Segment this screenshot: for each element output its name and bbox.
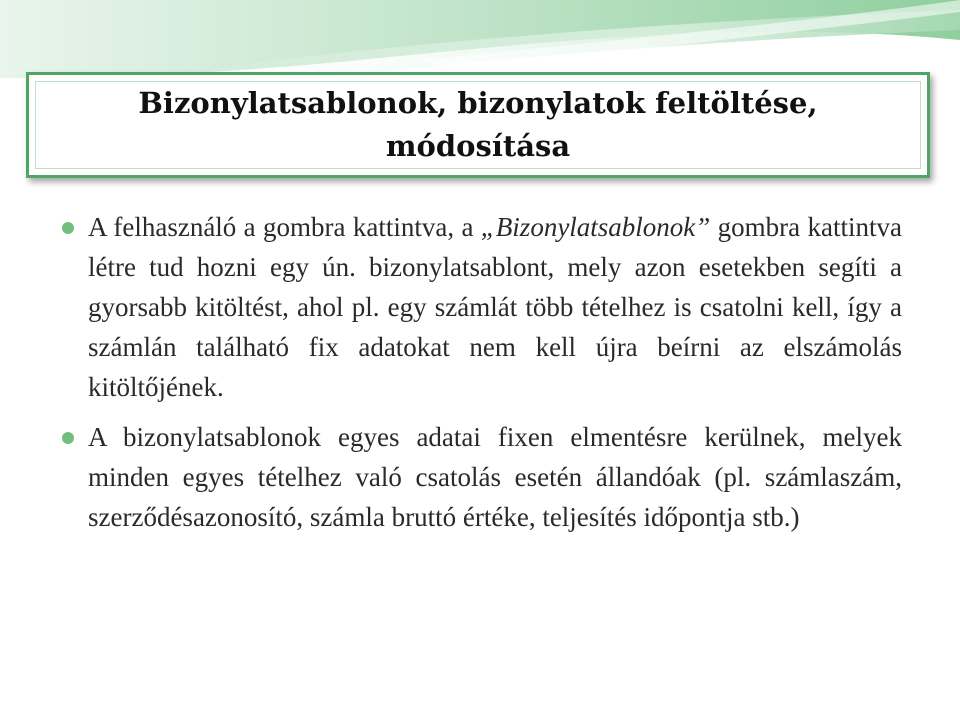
bullet-1-emphasis: „Bizonylatsablonok” xyxy=(480,212,711,242)
bullet-2-text: A bizonylatsablonok egyes adatai fixen elmentésre kerülnek, melyek minden egyes tételhez való csatolás esetén állandóak (pl. számlaszám, szerződésazonosító, számla bruttó értéke, teljesítés időpontja stb.) xyxy=(88,422,902,532)
bullet-dot-icon xyxy=(62,432,74,444)
title-box xyxy=(26,72,930,178)
bullet-1-text-before: A felhasználó a gombra kattintva, a xyxy=(88,212,481,242)
bullet-1-text-after: gombra kattintva létre tud hozni egy ún. bizonylatsablont, mely azon esetekben segíti a gyorsabb kitöltést, ahol pl. egy számlát több tételhez is csatolni kell, így a számlán található fix adatokat nem kell újra beírni az elszámolás kitöltőjének. xyxy=(88,212,902,402)
bullet-list xyxy=(62,207,902,547)
slide-title: Bizonylatsablonok, bizonylatok feltöltése, módosítása xyxy=(138,86,818,163)
bullet-item-1 xyxy=(62,207,902,407)
bullet-item-2 xyxy=(62,417,902,537)
bullet-dot-icon xyxy=(62,222,74,234)
